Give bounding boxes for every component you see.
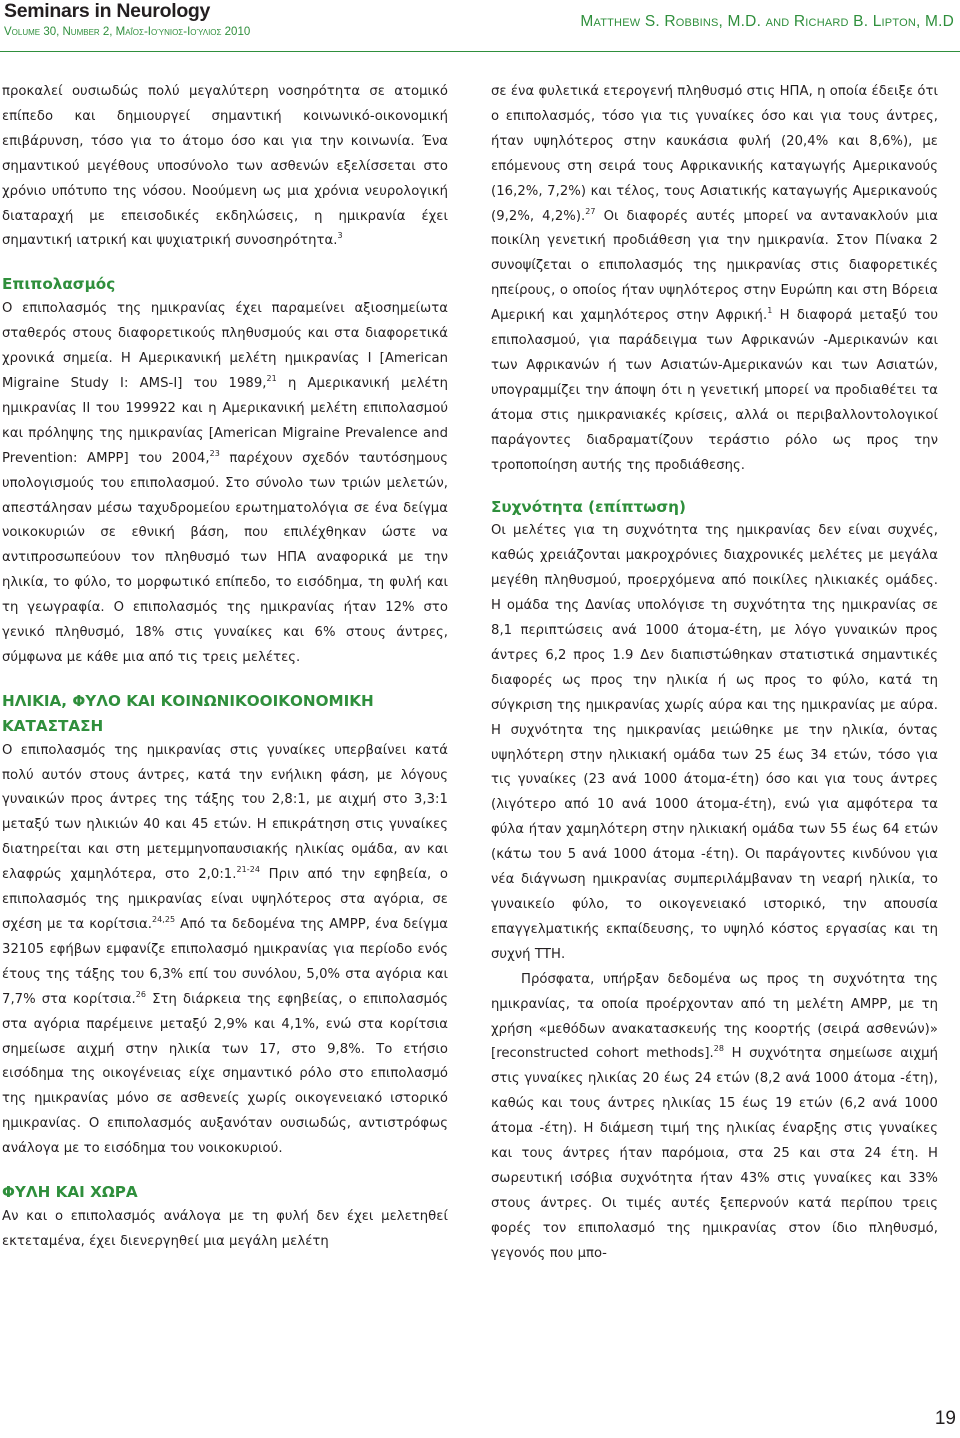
journal-volume: Volume 30, Number 2, Μαΐος-Ιούνιος-Ιούλιος 2010 (4, 26, 251, 38)
citation-ref: 21-24 (236, 865, 260, 875)
header-divider (0, 51, 960, 52)
running-head (0, 0, 960, 45)
incidence-ampp-paragraph: Πρόσφατα, υπήρξαν δεδομένα ως προς τη συχνότητα της ημικρανίας, τα οποία προέρχονταν από τη μελέτη AMPP, με τη χρήση «μεθόδων ανακατασκευής της κοορτής (σειρά ασθενών)» [reconstructed cohort methods].$^{28}$ Η συχνότητα σημείωσε αιχμή στις γυναίκες ηλικίας 20 έως 24 ετών (8,2 ανά 1000 άτομα -έτη), καθώς και τους άντρες ηλικίας 15 έως 19 ετών (6,2 ανά 1000 άτομα -έτη). Η διάμεση τιμή της ηλικίας έναρξης στις γυναίκες και τους άντρες ήταν παρόμοια, στα 25 και στα 24 έτη. Η σωρευτική ισόβια συχνότητα ήταν 43% στις γυναίκες και 33% στους άντρες. Οι τιμές αυτές ξεπερνούν κατά περίπου τρεις φορές τον επιπολασμό της ημικρανίας στον ίδιο πληθυσμό, γεγονός που μπο- (491, 971, 938, 1261)
section-heading-race: ΦΥΛΗ ΚΑΙ ΧΩΡΑ (2, 1183, 138, 1202)
intro-paragraph: προκαλεί ουσιωδώς πολύ μεγαλύτερη νοσηρότητα σε ατομικό επίπεδο και δημιουργεί σημαντική κοινωνικό-οικονομική επιβάρυνση, τόσο για το άτομο όσο και για την κοινωνία. Ένα σημαντικού μεγέθους υποσύνολο των ασθενών εξελίσσεται στο χρόνιο υπότυπο της νόσου. Νοούμενη ως μια χρόνια νευρολογική διαταραχή με επεισοδικές εκδηλώσεις, η ημικρανία έχει σημαντική ιατρική και ψυχιατρική συνοσηρότητα.$^3$ (2, 84, 448, 249)
citation-ref: 24,25 (151, 915, 176, 924)
page-number: 19 (934, 1408, 956, 1429)
article-authors: Matthew S. Robbins, M.D. and Richard B. Lipton, M.D (580, 13, 954, 30)
section-heading-incidence: Συχνότητα (επίπτωση) (491, 497, 686, 516)
incidence-paragraph: Οι μελέτες για τη συχνότητα της ημικρανίας δεν είναι συχνές, καθώς χρειάζονται μακροχρόνιες διαχρονικές μελέτες με μεγάλα μεγέθη πληθυσμού, προερχόμενα από ποικίλες ηλικιακές ομάδες. Η ομάδα της Δανίας υπολόγισε τη συχνότητα της ημικρανίας σε 8,1 περιπτώσεις ανά 1000 άτομα-έτη, με λόγο γυναικών προς άντρες 6,2 προς 1.9 Δεν διαπιστώθηκαν στατιστικά σημαντικές διαφορές ως προς την ηλικία ή ως προς το φύλο, κατά τη σύγκριση της ημικρανίας χωρίς αύρα και της ημικρανίας με αύρα. Η συχνότητα της ημικρανίας μειώθηκε με την ηλικία, όντας υψηλότερη στην ηλικιακή ομάδα των 25 έως 34 ετών, τόσο για τις γυναίκες (23 ανά 1000 άτομα-έτη) όσο και για τους άντρες (λιγότερο από 10 ανά 1000 άτομα-έτη), ενώ για αμφότερα τα φύλα ήταν χαμηλότερη στην ηλικιακή ομάδα των 55 έως 64 ετών (κάτω του 5 ανά 1000 άτομα -έτη). Οι παράγοντες κινδύνου για νέα διάγνωση ημικρανίας συμπεριλάμβαναν τη νεαρή ηλικία, το γυναικείο φύλο, το οικογενειακό ιστορικό, την απουσία επαγγελματικής εκπαίδευσης, το υψηλό κόστος εργασίας και τη συχνή ΤΤΗ. (491, 523, 938, 962)
age-sex-paragraph: Ο επιπολασμός της ημικρανίας στις γυναίκες υπερβαίνει κατά πολύ αυτόν στους άντρες, κατά την ενήλικη φάση, με λόγους γυναικών προς άντρες της τάξης του 2,8:1, με αιχμή στο 3,3:1 μεταξύ των ηλικιών 40 και 45 ετών. Η επικράτηση στις γυναίκες διατηρείται και στη μετεμμηνοπαυσιακής ηλικίας ομάδα, αν και ελαφρώς χαμηλότερα, στο 2,0:1.$^{21-24}$ Πριν από την εφηβεία, ο επιπολασμός της ημικρανίας είναι υψηλότερος στα αγόρια, σε σχέση με τα κορίτσια.$^{24,25}$ Από τα δεδομένα της AMPP, ένα δείγμα 32105 εφήβων εμφανίζε επιπολασμό ημικρανίας για περίοδο ενός έτους της τάξης του 6,3% επί του συνόλου, 5,0% στα αγόρια και 7,7% στα κορίτσια.$^{26}$ Στη διάρκεια της εφηβείας, ο επιπολασμός στα αγόρια παρέμεινε μεταξύ 2,9% και 4,1%, ενώ στα κορίτσια σημείωσε αιχμή στην ηλικία των 17, στο 9,8%. Το ετήσιο εισόδημα της οικογένειας είχε σημαντικό ρόλο στο επιπολασμό της ημικρανίας μόνο σε ασθενείς χωρίς οικογενειακό ιστορικό ημικρανίας. Ο επιπολασμός αυξανόταν ουσιωδώς, αντιστρόφως ανάλογα με το εισόδημα του νοικοκυριού. (2, 742, 448, 1157)
section-heading-age-sex: ΗΛΙΚΙΑ, ΦΥΛΟ ΚΑΙ ΚΟΙΝΩΝΙΚΟΟΙΚΟΝΟΜΙΚΗ ΚΑΤΑΣΤΑΣΗ (2, 691, 374, 735)
race-continued-paragraph: σε ένα φυλετικά ετερογενή πληθυσμό στις ΗΠΑ, η οποία έδειξε ότι ο επιπολασμός, τόσο για τις γυναίκες όσο και για τους άντρες, ήταν υψηλότερος στην καυκάσια φυλή (20,4% και 8,6%), με επόμενους στη σειρά τους Αφρικανικής καταγωγής Αμερικανούς (16,2%, 7,2%) και τέλος, τους Ασιατικής καταγωγής Αμερικανούς (9,2%, 4,2%).$^{27}$ Οι διαφορές αυτές μπορεί να αντανακλούν μια ποικίλη γενετική προδιάθεση για την ημικρανία. Στον Πίνακα 2 συνοψίζεται ο επιπολασμός της ημικρανίας στις διαφορετικές ηπείρους, ο οποίος ήταν υψηλότερος στην Ευρώπη και στη Βόρεια Αμερική και χαμηλότερος στην Αφρική.$^1$ Η διαφορά μεταξύ του επιπολασμού, για παράδειγμα των Αφρικανών -Αμερικανών και των Αφρικανών ή των Ασιατών-Αμερικανών και των Ασιατών, υπογραμμίζει την άποψη ότι η γενετική μπορεί να προδιαθέτει τα άτομα στις ημικρανιακές κρίσεις, αλλά οι περιβαλλοντολογικοί παράγοντες διαδραματίζουν τεράστιο ρόλο ως προς την τροποποίηση αυτής της προδιάθεσης. (491, 84, 939, 473)
race-paragraph: Αν και ο επιπολασμός ανάλογα με τη φυλή δεν έχει μελετηθεί εκτεταμένα, έχει διενεργηθεί μια μεγάλη μελέτη (2, 1208, 448, 1249)
left-column (2, 80, 448, 1255)
citation-ref: 23 (209, 448, 220, 458)
right-column (491, 80, 938, 1267)
citation-ref: 1 (767, 306, 773, 316)
prevalence-paragraph: Ο επιπολασμός της ημικρανίας έχει παραμείνει αξιοσημείωτα σταθερός στους διαφορετικούς πληθυσμούς και στα διαφορετικά χρονικά σημεία. Η Αμερικανική μελέτη ημικρανίας I [American Migraine Study I: AMS-I] του 1989,21 η Αμερικανική μελέτη ημικρανίας II του 199922 και η Αμερικανική μελέτη επιπολασμού και πρόληψης της ημικρανίας [American Migraine Prevalence and Prevention: AMPP] του 2004,23 παρέχουν σχεδόν ταυτόσημους υπολογισμούς του επιπολασμού. Στο σύνολο των τριών μελετών, απεστάλησαν μέσω ταχυδρομείου ερωτηματολόγια σε ένα δείγμα νοικοκυριών σε εθνική βάση, που επιλέχθηκαν ώστε να αντιπροσωπεύουν τον πληθυσμό των ΗΠΑ αναφορικά με την ηλικία, το φύλο, το μορφωτικό επίπεδο, το εισόδημα, τη φυλή και τη γεωγραφία. Ο επιπολασμός της ημικρανίας ήταν 12% στο γενικό πληθυσμό, 18% στις γυναίκες και 6% στους άντρες, σύμφωνα με κάθε μια από τις τρεις μελέτες. (2, 301, 449, 665)
journal-title: Seminars in Neurology (4, 0, 211, 22)
citation-ref: 21 (266, 373, 277, 383)
citation-ref: 27 (585, 206, 596, 216)
citation-ref: 3 (337, 231, 343, 241)
citation-ref: 26 (135, 989, 147, 999)
citation-ref: 28 (713, 1044, 725, 1054)
section-heading-prevalence: Επιπολασμός (2, 275, 116, 294)
